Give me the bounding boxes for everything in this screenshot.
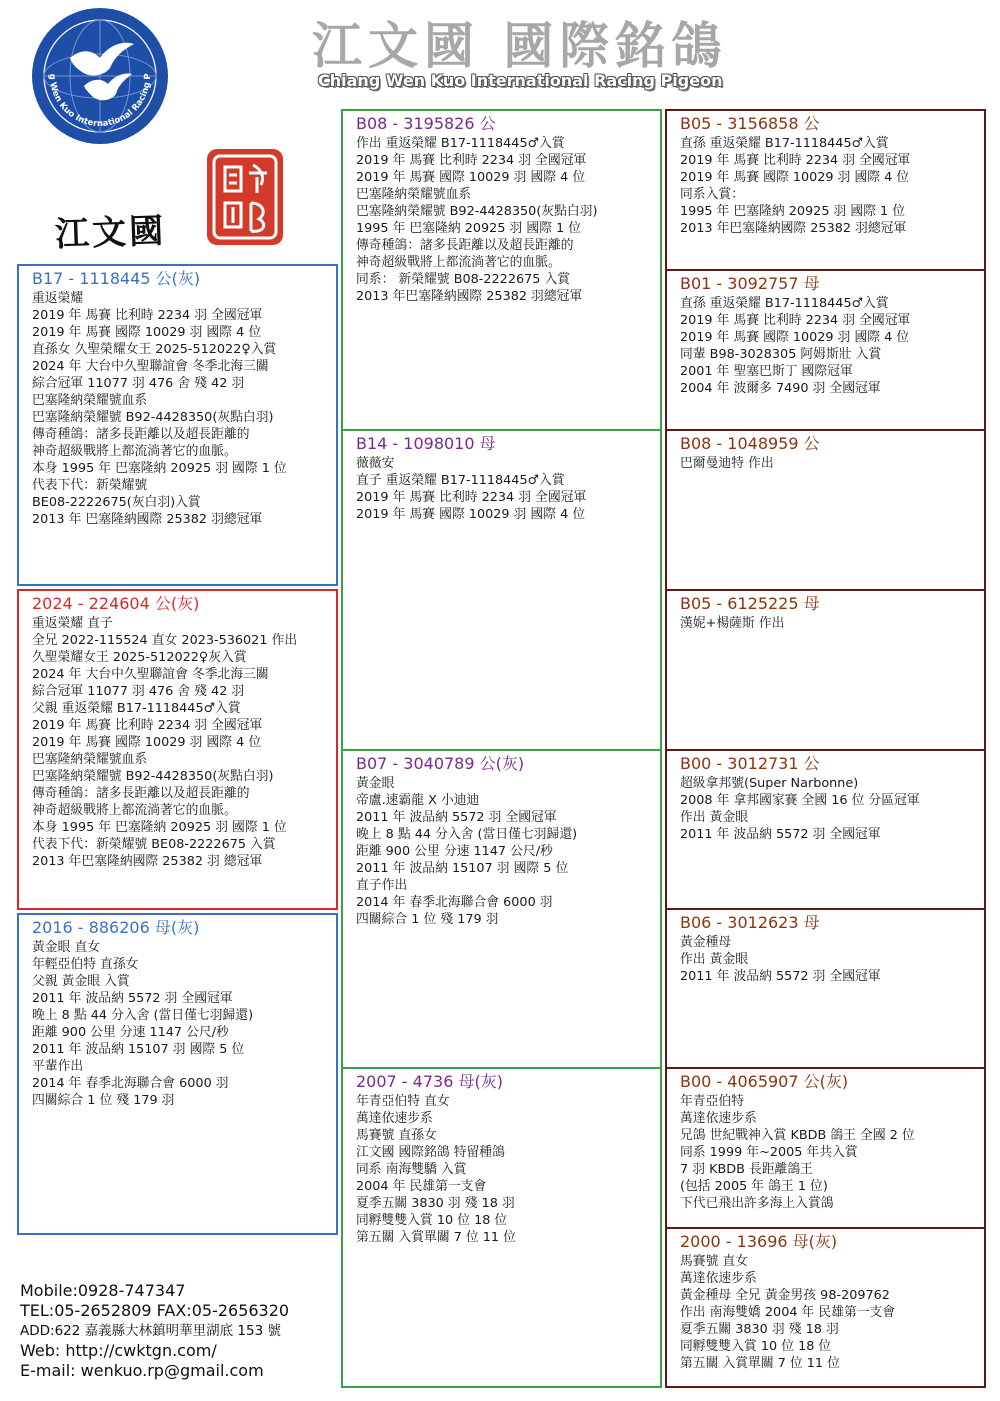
box-line: 直子作出: [356, 878, 408, 893]
pedigree-box-2016: [17, 913, 338, 1235]
box-line: 萬達依速步系: [680, 1111, 757, 1126]
box-line: 同系入賞：: [680, 187, 744, 202]
box-line: 傳奇種鴿：諸多長距離以及超長距離的: [32, 786, 250, 801]
box-line: 2011 年 波品納 5572 羽 全國冠軍: [680, 827, 881, 842]
box-line: 黃金眼: [356, 776, 395, 791]
box-line: 黃金種母: [680, 935, 732, 950]
box-line: 2011 年 波品納 15107 羽 國際 5 位: [356, 861, 569, 876]
box-lines: [680, 455, 978, 472]
pedigree-box-b05-6125225: [665, 589, 986, 751]
box-line: 2019 年 馬賽 比利時 2234 羽 全國冠軍: [680, 313, 911, 328]
box-lines: [680, 1093, 978, 1212]
box-line: 江文國 國際銘鴿 特留種鴿: [356, 1145, 505, 1160]
box-title: B08 - 3195826 公: [356, 114, 496, 133]
contact-email-link[interactable]: E-mail: wenkuo.rp@gmail.com: [20, 1361, 264, 1380]
box-line: 馬賽號 直女: [680, 1254, 749, 1269]
logo: [30, 6, 170, 146]
box-title: B01 - 3092757 母: [680, 274, 820, 293]
box-line: 第五關 入賞單關 7 位 11 位: [680, 1356, 840, 1371]
box-lines: [356, 135, 654, 305]
box-line: 兄鴿 世紀戰神入賞 KBDB 鴿王 全國 2 位: [680, 1128, 915, 1143]
box-line: 作出 重返榮耀 B17-1118445♂入賞: [356, 136, 565, 151]
box-line: 1995 年 巴塞隆納 20925 羽 國際 1 位: [356, 221, 582, 236]
box-line: 漢妮+楊薩斯 作出: [680, 616, 785, 631]
box-title: 2016 - 886206 母(灰): [32, 918, 200, 937]
contact-mobile: Mobile:0928-747347: [20, 1281, 186, 1300]
box-line: 神奇超級戰將上都流淌著它的血脈。: [32, 444, 237, 459]
box-line: 巴塞隆納榮耀號血系: [32, 752, 148, 767]
box-line: 同系： 新榮耀號 B08-2222675 入賞: [356, 272, 571, 287]
box-line: 距離 900 公里 分速 1147 公尺/秒: [356, 844, 553, 859]
box-line: 夏季五關 3830 羽 殘 18 羽: [680, 1322, 839, 1337]
box-line: 同系 1999 年~2005 年共入賞: [680, 1145, 858, 1160]
box-line: 代表下代：新榮耀號 BE08-2222675 入賞: [32, 837, 276, 852]
signature: 江文國: [54, 211, 167, 255]
box-line: (包括 2005 年 鴿王 1 位): [680, 1179, 828, 1194]
box-line: 2019 年 馬賽 國際 10029 羽 國際 4 位: [356, 170, 586, 185]
box-line: 四關綜合 1 位 殘 179 羽: [32, 1093, 175, 1108]
box-lines: [680, 1253, 978, 1372]
box-lines: [32, 939, 330, 1109]
box-line: 同孵雙雙入賞 10 位 18 位: [680, 1339, 832, 1354]
box-line: 直子 重返榮耀 B17-1118445♂入賞: [356, 473, 565, 488]
box-line: 作出 南海雙嬌 2004 年 民雄第一支會: [680, 1305, 896, 1320]
box-line: 萬達依速步系: [680, 1271, 757, 1286]
box-line: 2019 年 馬賽 比利時 2234 羽 全國冠軍: [680, 153, 911, 168]
box-title: 2024 - 224604 公(灰): [32, 594, 200, 613]
box-line: 直孫 重返榮耀 B17-1118445♂入賞: [680, 136, 889, 151]
box-line: 第五關 入賞單關 7 位 11 位: [356, 1230, 516, 1245]
box-line: 夏季五關 3830 羽 殘 18 羽: [356, 1196, 515, 1211]
box-line: 父親 重返榮耀 B17-1118445♂入賞: [32, 701, 241, 716]
box-line: 2008 年 拿邦國家賽 全國 16 位 分區冠軍: [680, 793, 920, 808]
box-line: 直孫 重返榮耀 B17-1118445♂入賞: [680, 296, 889, 311]
box-line: 巴塞隆納榮耀號 B92-4428350(灰點白羽): [356, 204, 598, 219]
box-title: B05 - 3156858 公: [680, 114, 820, 133]
box-line: 直孫女 久聖榮耀女王 2025-512022♀入賞: [32, 342, 277, 357]
box-line: 巴塞隆納榮耀號血系: [32, 393, 148, 408]
box-line: 作出 黃金眼: [680, 810, 749, 825]
box-line: 本身 1995 年 巴塞隆納 20925 羽 國際 1 位: [32, 461, 287, 476]
box-line: 同系 南海雙驕 入賞: [356, 1162, 467, 1177]
box-line: 2014 年 春季北海聯合會 6000 羽: [356, 895, 553, 910]
box-line: 下代已飛出許多海上入賞鴿: [680, 1196, 834, 1211]
pedigree-box-b05-3156858: [665, 109, 986, 271]
box-line: 巴塞隆納榮耀號 B92-4428350(灰點白羽): [32, 769, 274, 784]
pedigree-box-b00-4065907: [665, 1067, 986, 1229]
pedigree-box-b07: [341, 749, 662, 1069]
box-title: B05 - 6125225 母: [680, 594, 820, 613]
box-line: 2011 年 波品納 5572 羽 全國冠軍: [32, 991, 233, 1006]
box-line: 薇薇安: [356, 456, 395, 471]
box-line: 黃金種母 全兄 黃金男孩 98-209762: [680, 1288, 890, 1303]
box-line: 2013 年巴塞隆納國際 25382 羽總冠軍: [680, 221, 907, 236]
box-title: B14 - 1098010 母: [356, 434, 496, 453]
box-line: 馬賽號 直孫女: [356, 1128, 437, 1143]
box-lines: [356, 1093, 654, 1246]
box-line: 父親 黃金眼 入賞: [32, 974, 130, 989]
box-line: 神奇超級戰將上都流淌著它的血脈。: [356, 255, 561, 270]
box-line: 年青亞伯特 直女: [356, 1094, 450, 1109]
page-subtitle: Chiang Wen Kuo International Racing Pigeon: [318, 71, 723, 90]
box-line: 神奇超級戰將上都流淌著它的血脈。: [32, 803, 237, 818]
box-line: 2013 年巴塞隆納國際 25382 羽 總冠軍: [32, 854, 263, 869]
box-title: 2000 - 13696 母(灰): [680, 1232, 838, 1251]
box-line: 綜合冠軍 11077 羽 476 舍 殘 42 羽: [32, 684, 245, 699]
box-line: 2019 年 馬賽 國際 10029 羽 國際 4 位: [32, 735, 262, 750]
box-title: B00 - 4065907 公(灰): [680, 1072, 849, 1091]
pedigree-box-b08-1048959: [665, 429, 986, 591]
box-line: 2011 年 波品納 5572 羽 全國冠軍: [680, 969, 881, 984]
box-line: 7 羽 KBDB 長距離鴿王: [680, 1162, 813, 1177]
box-line: 傳奇種鴿：諸多長距離以及超長距離的: [356, 238, 574, 253]
pedigree-box-b17: [17, 264, 338, 586]
box-title: B00 - 3012731 公: [680, 754, 820, 773]
box-line: 2019 年 馬賽 比利時 2234 羽 全國冠軍: [32, 308, 263, 323]
page-title: 江文國 國際銘鴿: [312, 16, 728, 75]
pedigree-box-2024: [17, 589, 338, 910]
box-line: 四關綜合 1 位 殘 179 羽: [356, 912, 499, 927]
box-line: 2011 年 波品納 5572 羽 全國冠軍: [356, 810, 557, 825]
box-line: 2024 年 大台中久聖聯誼會 冬季北海三關: [32, 359, 269, 374]
seal: [205, 147, 285, 247]
seal-stamp-icon: [205, 147, 285, 247]
pedigree-box-b01: [665, 269, 986, 431]
box-line: 帝盧.速霸龍 X 小迪迪: [356, 793, 480, 808]
box-line: 2019 年 馬賽 國際 10029 羽 國際 4 位: [32, 325, 262, 340]
box-line: 作出 黃金眼: [680, 952, 749, 967]
box-line: 2019 年 馬賽 比利時 2234 羽 全國冠軍: [356, 490, 587, 505]
box-line: BE08-2222675(灰白羽)入賞: [32, 495, 201, 510]
logo-text: g Wen Kuo International Racing P: [46, 73, 154, 129]
box-title: 2007 - 4736 母(灰): [356, 1072, 503, 1091]
contact-web-link[interactable]: Web: http://cwktgn.com/: [20, 1341, 217, 1360]
pedigree-box-b00-3012731: [665, 749, 986, 910]
box-line: 2011 年 波品納 15107 羽 國際 5 位: [32, 1042, 245, 1057]
pedigree-box-2007: [341, 1067, 662, 1388]
box-line: 晚上 8 點 44 分入舍 (當日僅七羽歸還): [356, 827, 578, 842]
box-line: 久聖榮耀女王 2025-512022♀灰入賞: [32, 650, 247, 665]
box-title: B06 - 3012623 母: [680, 913, 820, 932]
box-lines: [680, 775, 978, 843]
contact-info: [20, 1281, 289, 1381]
box-line: 重返榮耀: [32, 291, 84, 306]
box-line: 傳奇種鴿：諸多長距離以及超長距離的: [32, 427, 250, 442]
box-line: 2014 年 春季北海聯合會 6000 羽: [32, 1076, 229, 1091]
pedigree-box-b08-3195826: [341, 109, 662, 431]
pedigree-box-b06: [665, 908, 986, 1069]
box-title: B08 - 1048959 公: [680, 434, 820, 453]
box-lines: [356, 775, 654, 928]
box-line: 2001 年 聖塞巴斯丁 國際冠軍: [680, 364, 853, 379]
box-line: 距離 900 公里 分速 1147 公尺/秒: [32, 1025, 229, 1040]
pedigree-box-b14: [341, 429, 662, 751]
box-lines: [680, 295, 978, 397]
box-line: 2019 年 馬賽 比利時 2234 羽 全國冠軍: [32, 718, 263, 733]
box-line: 晚上 8 點 44 分入舍 (當日僅七羽歸還): [32, 1008, 254, 1023]
box-line: 2019 年 馬賽 國際 10029 羽 國際 4 位: [680, 330, 910, 345]
box-line: 代表下代：新榮耀號: [32, 478, 148, 493]
box-line: 2019 年 馬賽 國際 10029 羽 國際 4 位: [680, 170, 910, 185]
box-line: 2019 年 馬賽 國際 10029 羽 國際 4 位: [356, 507, 586, 522]
box-line: 本身 1995 年 巴塞隆納 20925 羽 國際 1 位: [32, 820, 287, 835]
box-line: 超級拿邦號(Super Narbonne): [680, 776, 859, 791]
box-line: 巴塞隆納榮耀號血系: [356, 187, 472, 202]
box-title: B17 - 1118445 公(灰): [32, 269, 201, 288]
box-title: B07 - 3040789 公(灰): [356, 754, 525, 773]
box-line: 2019 年 馬賽 比利時 2234 羽 全國冠軍: [356, 153, 587, 168]
box-line: 全兄 2022-115524 直女 2023-536021 作出: [32, 633, 298, 648]
box-line: 黃金眼 直女: [32, 940, 101, 955]
box-lines: [356, 455, 654, 523]
box-lines: [680, 615, 978, 632]
box-line: 同輩 B98-3028305 阿姆斯壯 入賞: [680, 347, 882, 362]
pedigree-box-2000: [665, 1227, 986, 1388]
box-line: 1995 年 巴塞隆納 20925 羽 國際 1 位: [680, 204, 906, 219]
box-line: 同孵雙雙入賞 10 位 18 位: [356, 1213, 508, 1228]
box-line: 巴塞隆納榮耀號 B92-4428350(灰點白羽): [32, 410, 274, 425]
box-line: 平輩作出: [32, 1059, 84, 1074]
box-line: 2024 年 大台中久聖聯誼會 冬季北海三關: [32, 667, 269, 682]
box-lines: [32, 615, 330, 870]
box-line: 綜合冠軍 11077 羽 476 舍 殘 42 羽: [32, 376, 245, 391]
box-lines: [680, 934, 978, 985]
box-line: 年輕亞伯特 直孫女: [32, 957, 139, 972]
box-lines: [32, 290, 330, 528]
box-line: 2004 年 波爾多 7490 羽 全國冠軍: [680, 381, 881, 396]
box-line: 巴爾曼迪特 作出: [680, 456, 774, 471]
box-line: 年青亞伯特: [680, 1094, 744, 1109]
box-line: 2013 年巴塞隆納國際 25382 羽總冠軍: [356, 289, 583, 304]
box-line: 重返榮耀 直子: [32, 616, 113, 631]
dove-globe-icon: [30, 6, 170, 146]
box-lines: [680, 135, 978, 237]
box-line: 2013 年 巴塞隆納國際 25382 羽總冠軍: [32, 512, 263, 527]
box-line: 萬達依速步系: [356, 1111, 433, 1126]
contact-tel-fax: TEL:05-2652809 FAX:05-2656320: [20, 1301, 290, 1320]
contact-address: ADD:622 嘉義縣大林鎮明華里湖底 153 號: [20, 1323, 281, 1339]
box-line: 2004 年 民雄第一支會: [356, 1179, 487, 1194]
